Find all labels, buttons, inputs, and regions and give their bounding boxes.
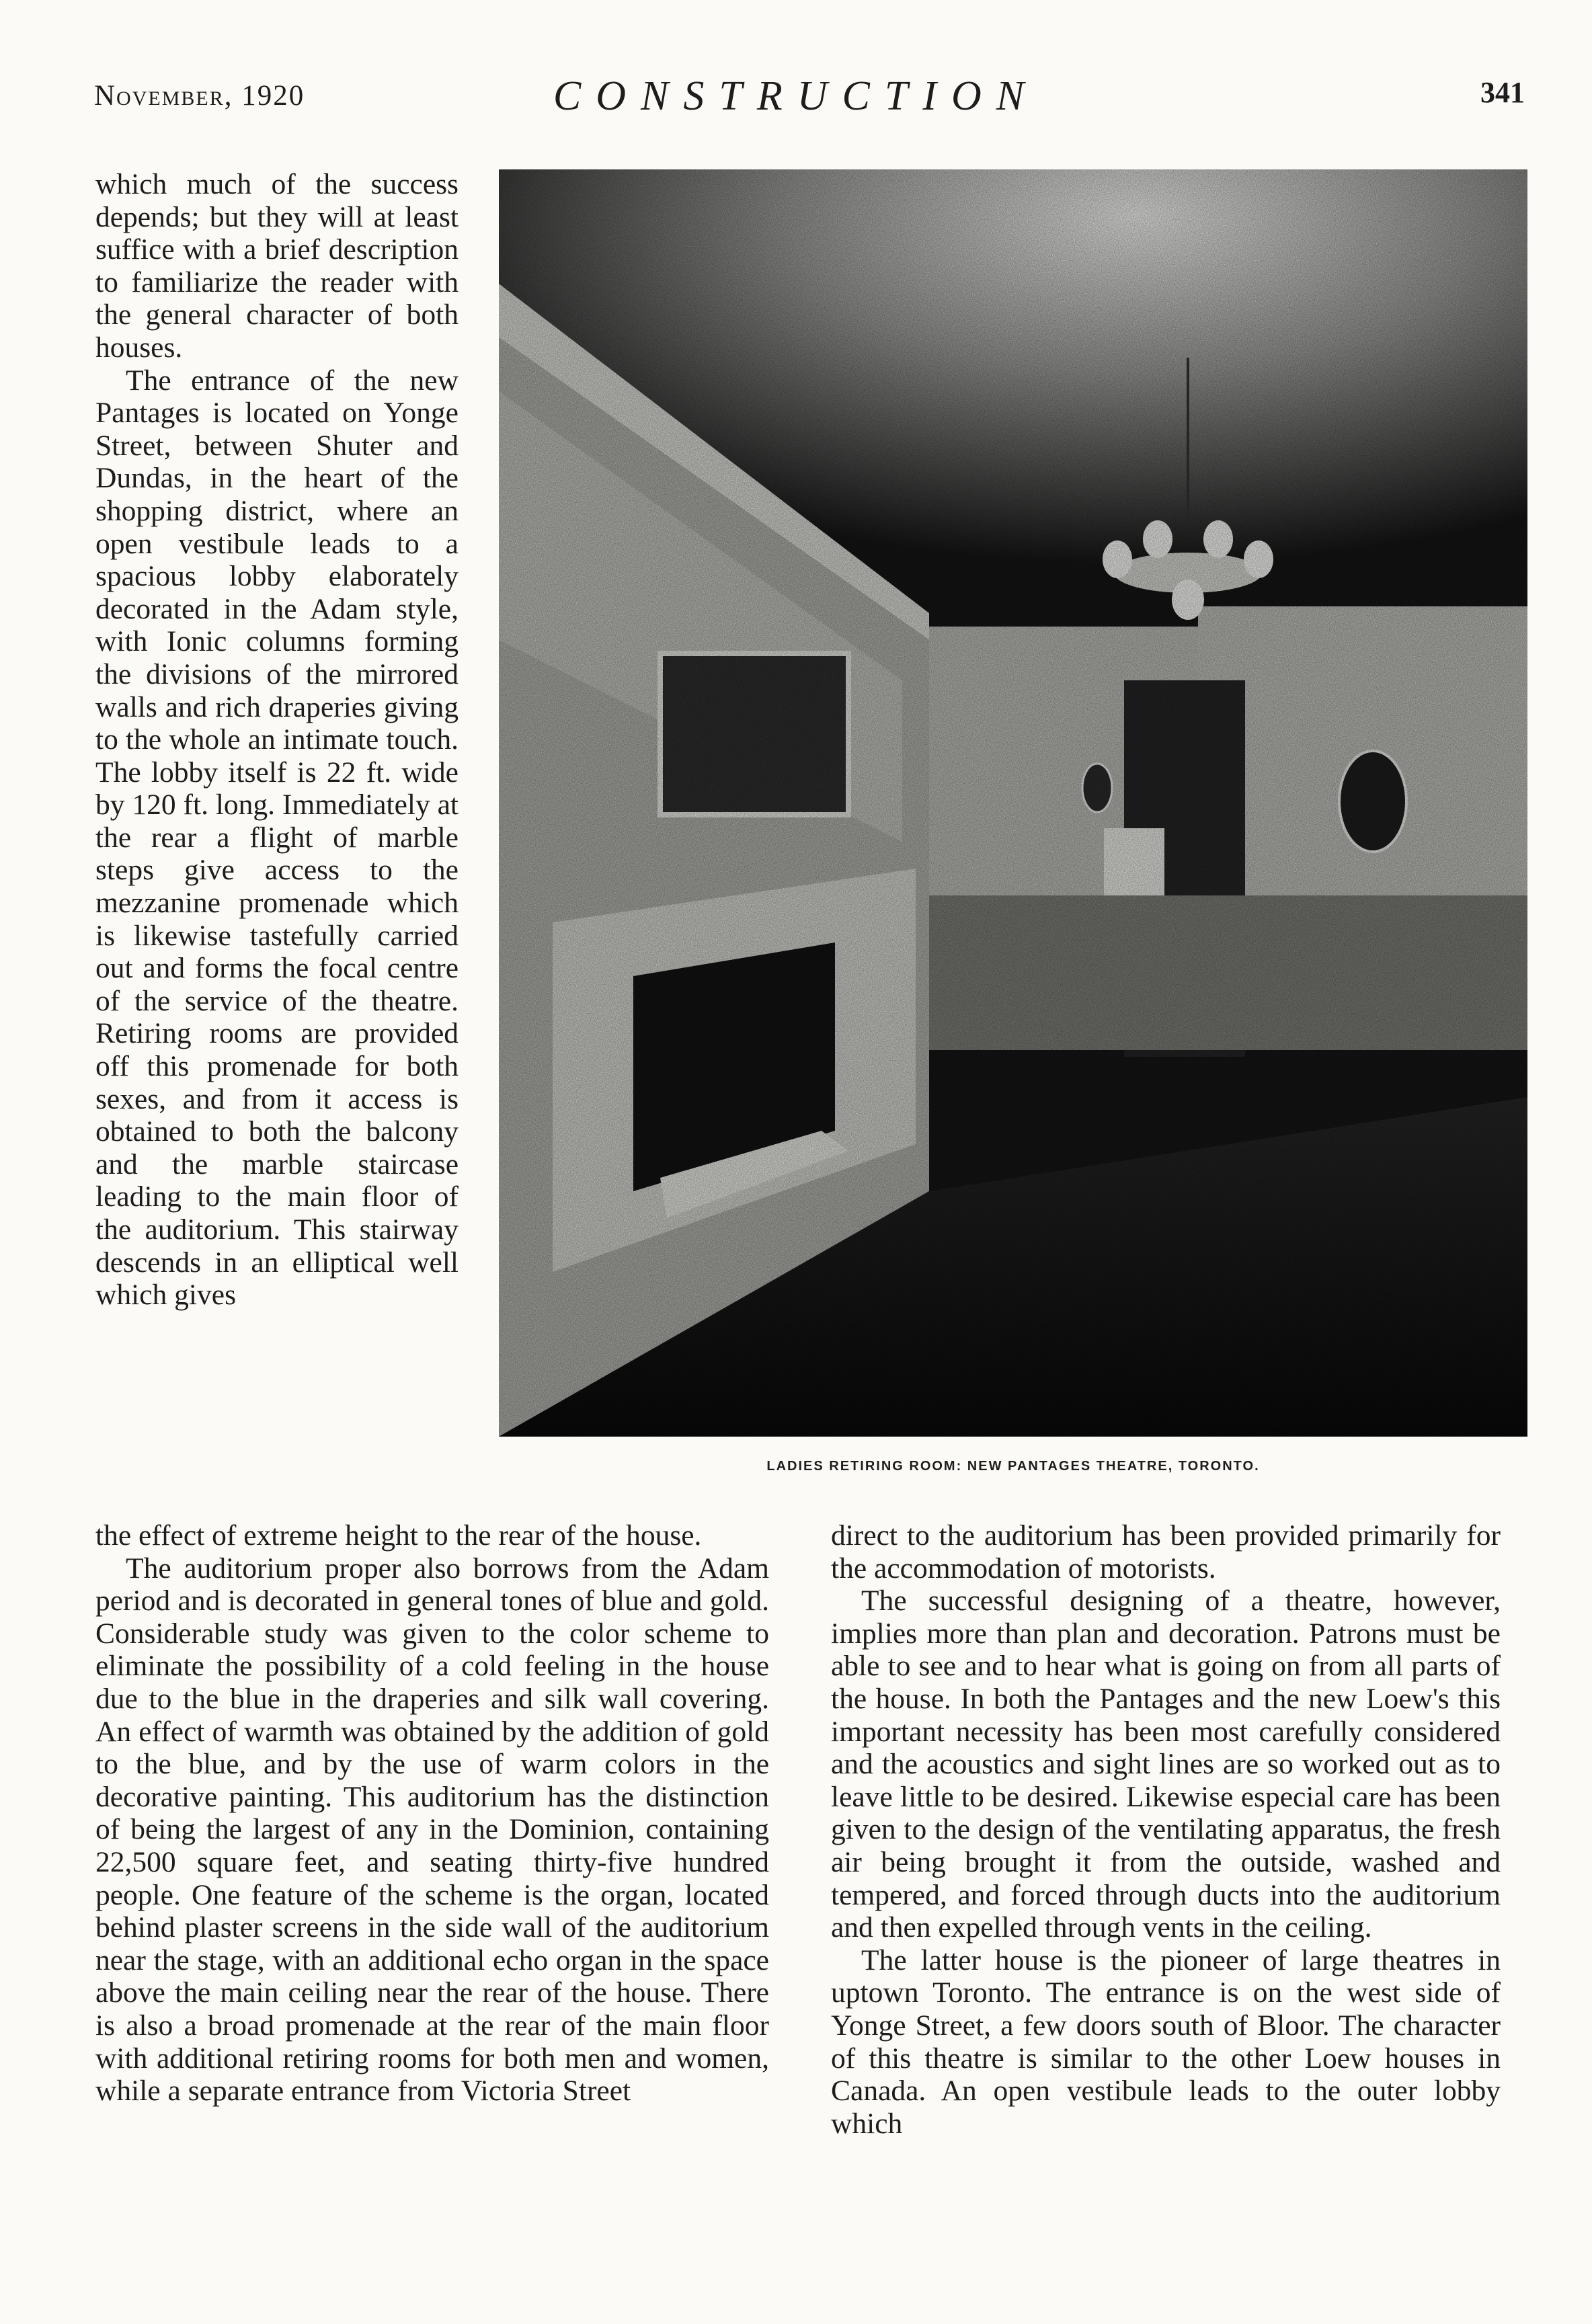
narrow-text-column (95, 168, 459, 1312)
paragraph: The successful designing of a theatre, however, implies more than plan and decoration. Patrons must be able to see and to hear what is going on from all parts of the house. In both the Pantages and the new Loew's this important necessity has been most carefully considered and the acoustics and sight lines are so worked out as to leave little to be desired. Likewise especial care has been given to the design of the ventilating apparatus, the fresh air being brought it from the outside, washed and tempered, and forced through ducts into the auditorium and then expelled through vents in the ceiling. (831, 1585, 1501, 1944)
paragraph: The latter house is the pioneer of large theatres in uptown Toronto. The entrance is on the west side of Yonge Street, a few doors south of Bloor. The character of this theatre is similar to the other Loew houses in Canada. An open vestibule leads to the outer lobby which (831, 1944, 1501, 2140)
photo-illustration (499, 169, 1527, 1437)
paragraph: The auditorium proper also borrows from the Adam period and is decorated in general tones of blue and gold. Considerable study was given to the color scheme to eliminate the possibility of a cold feeling in the house due to the blue in the draperies and silk wall covering. An effect of warmth was obtained by the addition of gold to the blue, and by the use of warm colors in the decorative painting. This auditorium has the distinction of being the largest of any in the Dominion, containing 22,500 square feet, and seating thirty-five hundred people. One feature of the scheme is the organ, located behind plaster screens in the side wall of the auditorium near the stage, with an additional echo organ in the space above the main ceiling near the rear of the house. There is also a broad promenade at the rear of the main floor with additional retiring rooms for both men and women, while a separate entrance from Victoria Street (95, 1552, 769, 2108)
paragraph: the effect of extreme height to the rear of the house. (95, 1519, 702, 1552)
header-date: November, 1920 (94, 80, 305, 112)
paragraph: which much of the success depends; but they will at least suffice with a brief description to familiarize the reader with the general character of both houses. (95, 168, 459, 364)
paragraph: direct to the auditorium has been provided primarily for the accommodation of motorists. (831, 1519, 1501, 1585)
paragraph: The entrance of the new Pantages is located on Yonge Street, between Shuter and Dundas, in the heart of the shopping district, where an open vestibule leads to a spacious lobby elaborately decorated in the Adam style, with Ionic columns forming the divisions of the mirrored walls and rich draperies giving to the whole an intimate touch. The lobby itself is 22 ft. wide by 120 ft. long. Immediately at the rear a flight of marble steps give access to the mezzanine promenade which is likewise tastefully carried out and forms the focal centre of the service of the theatre. Retiring rooms are provided off this promenade for both sexes, and from it access is obtained to both the balcony and the marble staircase leading to the main floor of the auditorium. This stairway descends in an elliptical well which gives (95, 364, 459, 1312)
right-text-column (831, 1519, 1501, 2140)
left-text-column (95, 1519, 769, 2108)
figure-caption: LADIES RETIRING ROOM: NEW PANTAGES THEATRE, TORONTO. (766, 1459, 1260, 1474)
interior-photograph (499, 169, 1527, 1437)
header-title: CONSTRUCTION (553, 73, 1039, 119)
page-number: 341 (1480, 76, 1525, 109)
